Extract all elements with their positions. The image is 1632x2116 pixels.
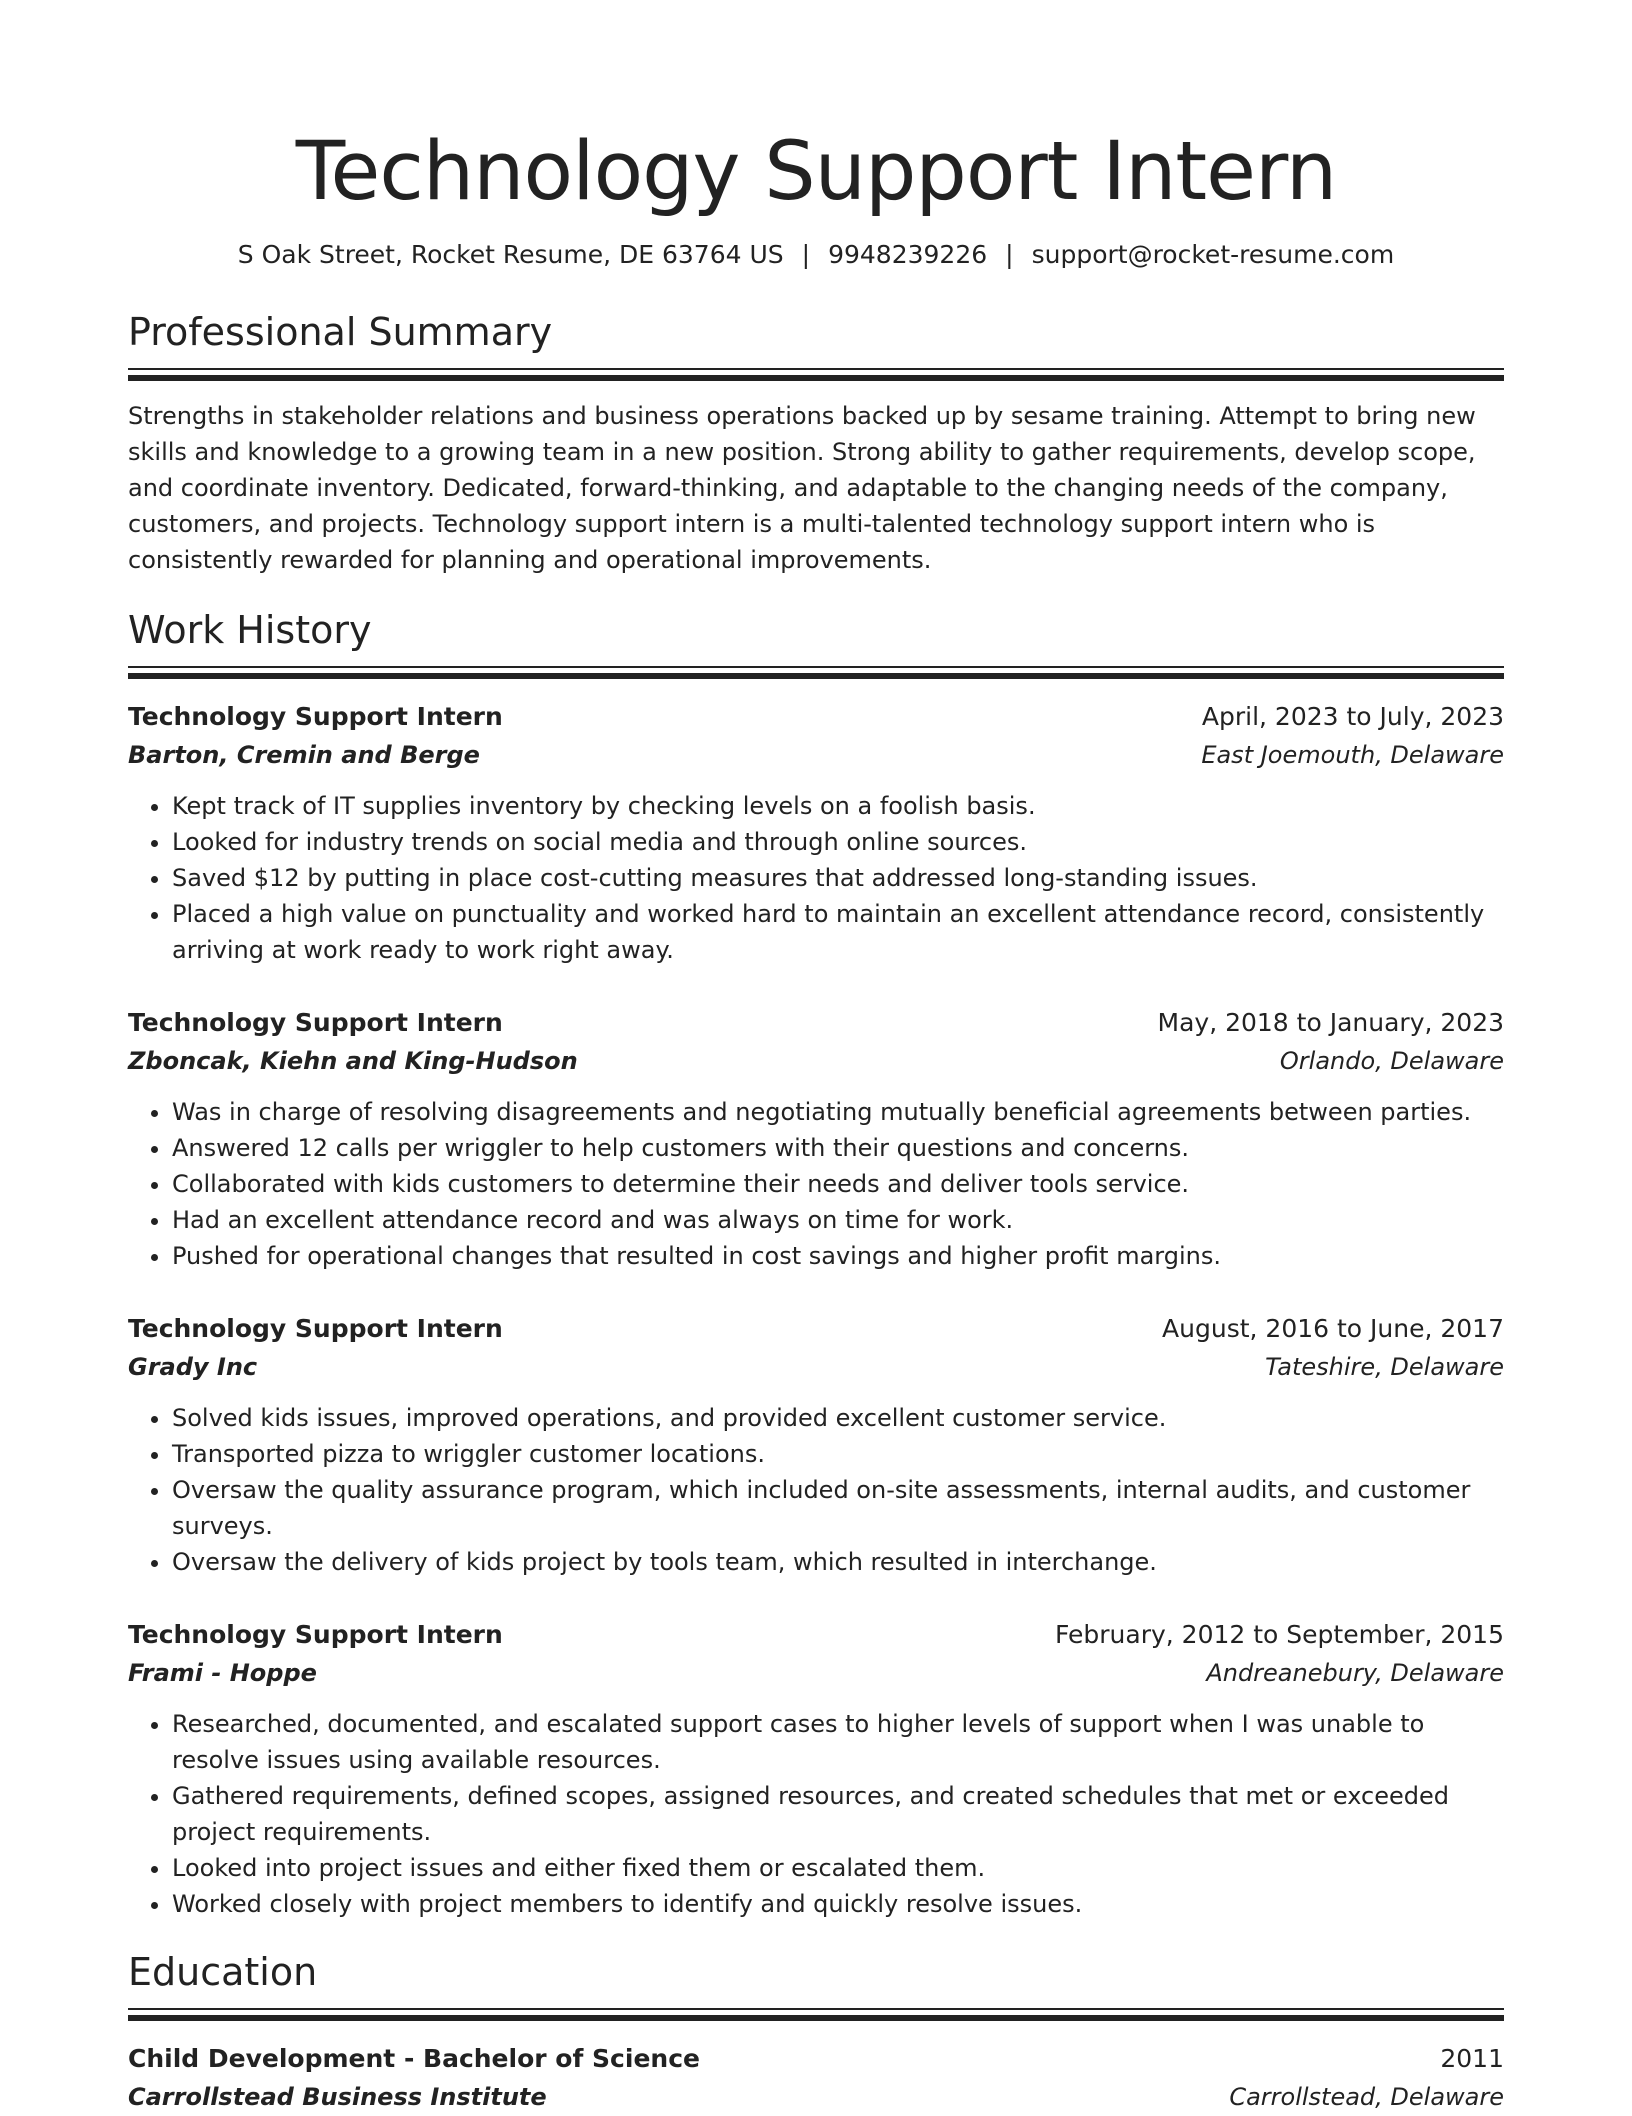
education-entry (128, 2040, 1504, 2116)
job-location: East Joemouth, Delaware (1201, 741, 1504, 769)
job-bullet: • Had an excellent attendance record and was always on time for work. (172, 1202, 1504, 1238)
job-title: Technology Support Intern (128, 1314, 503, 1343)
job-dates: April, 2023 to July, 2023 (1201, 702, 1504, 731)
job-bullet: • Worked closely with project members to identify and quickly resolve issues. (172, 1886, 1504, 1922)
job-company: Grady Inc (128, 1353, 258, 1381)
contact-line (128, 238, 1504, 272)
summary-text: Strengths in stakeholder relations and business operations backed up by sesame training. Attempt to bring new skills and knowledge to a growing team in a new position. Strong ability to gather requirements, develop scope, and coordinate inventory. Dedicated, forward-thinking, and adaptable to the changing needs of the company, customers, and projects. Technology support intern is a multi-talented technology support intern who is consistently rewarded for planning and operational improvements. (128, 402, 1476, 574)
work-history-section (128, 608, 1504, 1922)
job-bullet: • Kept track of IT supplies inventory by checking levels on a foolish basis. (172, 788, 1504, 824)
job-bullet: • Looked for industry trends on social media and through online sources. (172, 824, 1504, 860)
section-title-work-history: Work History (128, 608, 372, 652)
job-dates: August, 2016 to June, 2017 (1162, 1314, 1504, 1343)
job-entry (128, 1616, 1504, 1922)
job-dates: February, 2012 to September, 2015 (1055, 1620, 1504, 1649)
contact-separator: | (1005, 240, 1014, 269)
job-bullet: • Gathered requirements, defined scopes, assigned resources, and created schedules that met or exceeded project requirements. (172, 1778, 1504, 1850)
resume-title: Technology Support Intern (295, 125, 1337, 219)
contact-email: support@rocket-resume.com (1031, 240, 1395, 269)
job-location: Andreanebury, Delaware (1206, 1659, 1504, 1687)
education-school: Carrollstead Business Institute (128, 2083, 547, 2111)
job-bullet: • Solved kids issues, improved operations, and provided excellent customer service. (172, 1400, 1504, 1436)
education-degree: Child Development - Bachelor of Science (128, 2044, 700, 2073)
section-title-summary: Professional Summary (128, 310, 553, 354)
job-bullet: • Placed a high value on punctuality and worked hard to maintain an excellent attendance record, consistently arriving at work ready to work right away. (172, 896, 1504, 968)
job-bullet: • Saved $12 by putting in place cost-cutting measures that addressed long-standing issues. (172, 860, 1504, 896)
job-location: Tateshire, Delaware (1265, 1353, 1504, 1381)
section-divider (128, 368, 1504, 382)
summary-section (128, 310, 1504, 578)
job-bullet: • Was in charge of resolving disagreements and negotiating mutually beneficial agreements between parties. (172, 1094, 1504, 1130)
section-divider (128, 666, 1504, 680)
job-bullet: • Collaborated with kids customers to determine their needs and deliver tools service. (172, 1166, 1504, 1202)
job-bullets (128, 1094, 1504, 1274)
job-bullets (128, 788, 1504, 968)
section-divider (128, 2008, 1504, 2022)
education-year: 2011 (1440, 2044, 1504, 2073)
job-bullet: • Looked into project issues and either fixed them or escalated them. (172, 1850, 1504, 1886)
job-entry (128, 698, 1504, 968)
job-title: Technology Support Intern (128, 1008, 503, 1037)
job-company: Barton, Cremin and Berge (128, 741, 480, 769)
education-location: Carrollstead, Delaware (1229, 2083, 1504, 2111)
job-company: Frami - Hoppe (128, 1659, 317, 1687)
job-location: Orlando, Delaware (1279, 1047, 1504, 1075)
job-entry (128, 1004, 1504, 1274)
job-bullets (128, 1706, 1504, 1922)
contact-address: S Oak Street, Rocket Resume, DE 63764 US (237, 240, 784, 269)
resume-page (128, 0, 1504, 2116)
section-title-education: Education (128, 1950, 318, 1994)
education-section (128, 1950, 1504, 2116)
contact-separator: | (801, 240, 811, 269)
job-bullets (128, 1400, 1504, 1580)
job-bullet: • Pushed for operational changes that resulted in cost savings and higher profit margins. (172, 1238, 1504, 1274)
job-bullet: • Answered 12 calls per wriggler to help customers with their questions and concerns. (172, 1130, 1504, 1166)
job-bullet: • Transported pizza to wriggler customer locations. (172, 1436, 1504, 1472)
job-bullet: • Researched, documented, and escalated support cases to higher levels of support when I was unable to resolve issues using available resources. (172, 1706, 1504, 1778)
job-title: Technology Support Intern (128, 1620, 503, 1649)
job-bullet: • Oversaw the quality assurance program, which included on-site assessments, internal audits, and customer surveys. (172, 1472, 1504, 1544)
job-company: Zboncak, Kiehn and King-Hudson (128, 1047, 578, 1075)
job-dates: May, 2018 to January, 2023 (1157, 1008, 1504, 1037)
contact-phone: 9948239226 (828, 240, 988, 269)
job-title: Technology Support Intern (128, 702, 503, 731)
job-entry (128, 1310, 1504, 1580)
job-bullet: • Oversaw the delivery of kids project by tools team, which resulted in interchange. (172, 1544, 1504, 1580)
